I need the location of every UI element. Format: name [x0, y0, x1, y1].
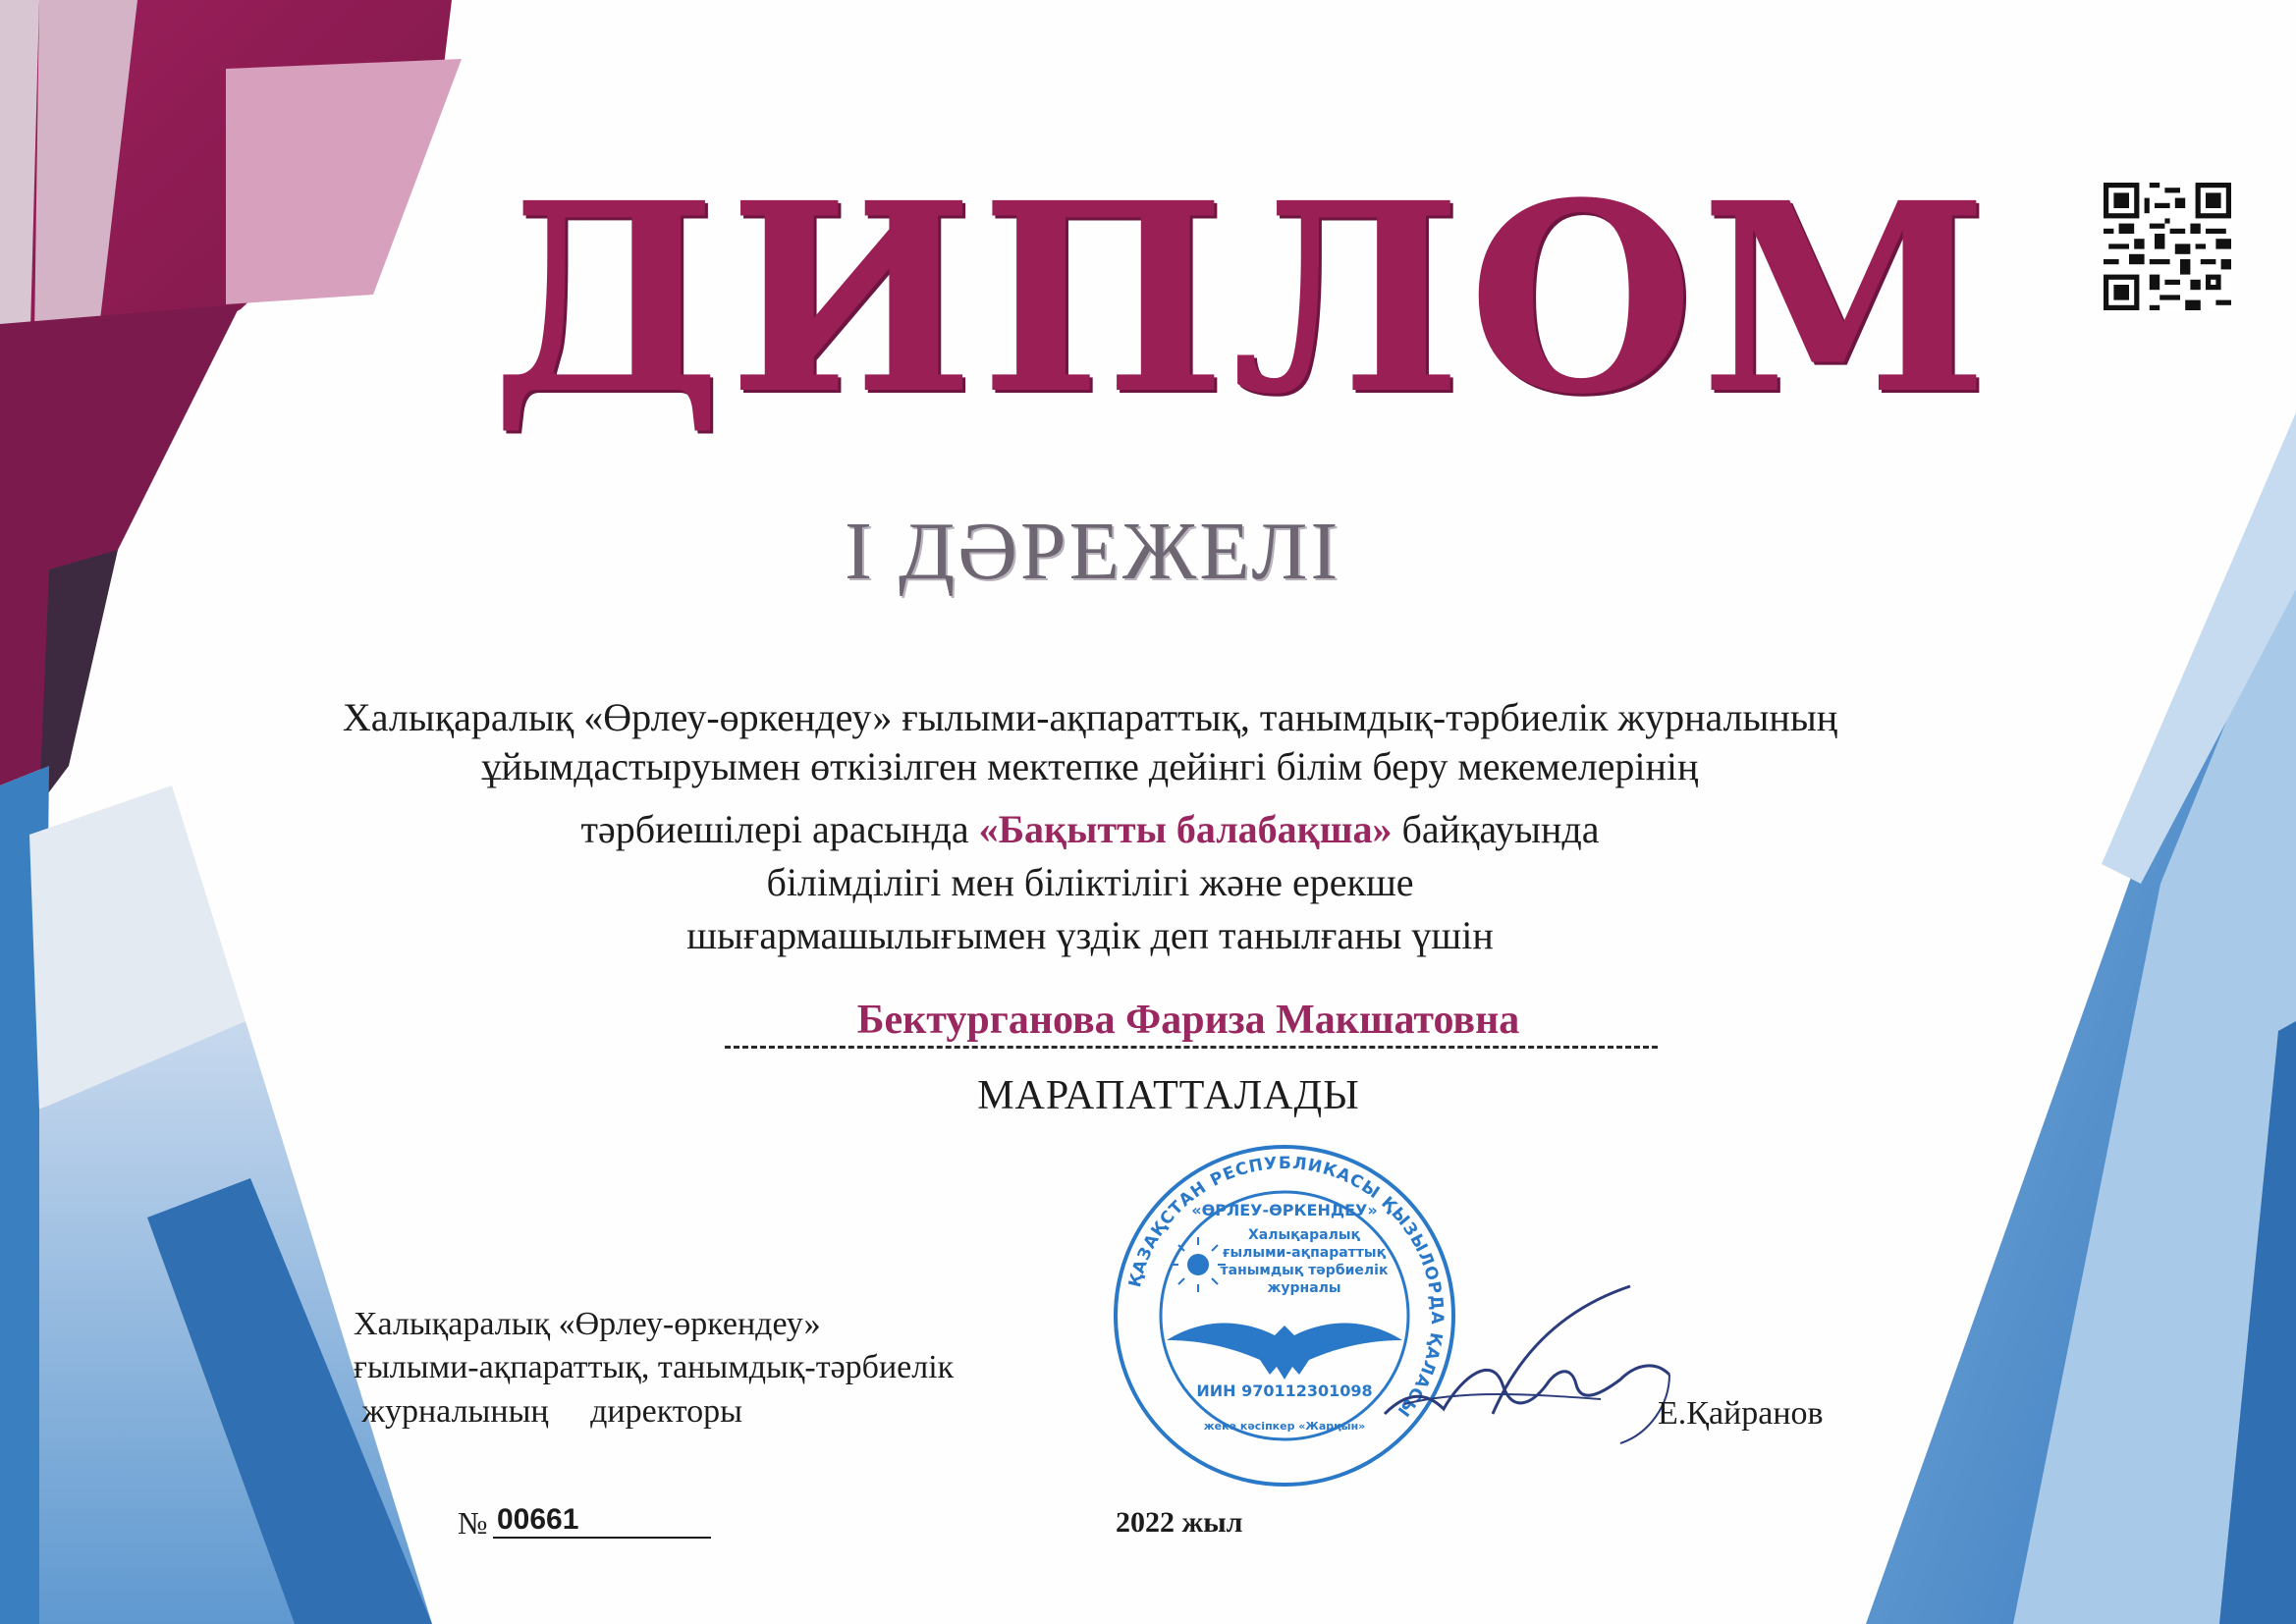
- director-line-3: журналының директоры: [354, 1393, 743, 1430]
- recipient-dashed-line: [725, 1044, 1658, 1049]
- stamp-line-4: журналы: [1267, 1280, 1341, 1296]
- body-line-5: шығармашылығымен үздік деп танылғаны үшін: [686, 913, 1494, 957]
- body-line-4: білімділігі мен біліктілігі және ерекше: [766, 860, 1414, 904]
- signature-mark: [1375, 1267, 1699, 1453]
- stamp-line-2: ғылыми-ақпараттық: [1222, 1245, 1387, 1261]
- stamp-ring-text: ҚАЗАҚСТАН РЕСПУБЛИКАСЫ ҚЫЗЫЛОРДА ҚАЛАСЫ: [1124, 1153, 1448, 1421]
- sun-icon: [1171, 1237, 1226, 1292]
- diploma-title: ДИПЛОМ: [491, 146, 1995, 452]
- body-line-1: Халықаралық «Өрлеу-өркендеу» ғылыми-ақпараттық, танымдық-тәрбиелік журналының: [342, 695, 1838, 739]
- body-line-3-start: тәрбиешілері арасында: [580, 807, 979, 851]
- diploma-number: 00661: [493, 1503, 711, 1539]
- stamp-top-name: «ӨРЛЕУ-ӨРКЕНДЕУ»: [1191, 1201, 1378, 1219]
- qr-code-icon[interactable]: [2104, 183, 2231, 310]
- eagle-icon: [1167, 1324, 1402, 1380]
- degree-label: I ДӘРЕЖЕЛІ: [845, 506, 1341, 597]
- director-line-2: ғылыми-ақпараттық, танымдық-тәрбиелік: [354, 1349, 955, 1385]
- dark-strip: [39, 550, 118, 805]
- recipient-name: Бектурганова Фариза Макшатовна: [856, 998, 1520, 1043]
- body-line-2: ұйымдастыруымен өткізілген мектепке дейінгі білім беру мекемелерінің: [481, 744, 1699, 788]
- signer-name: Е.Қайранов: [1658, 1395, 1824, 1432]
- pink-triangle: [226, 59, 462, 304]
- award-text: МАРАПАТТАЛАДЫ: [977, 1073, 1360, 1118]
- stamp-bottom-text: жеке кәсіпкер «Жарқын»: [1203, 1420, 1366, 1433]
- body-line-3-end: байқауында: [1392, 807, 1600, 851]
- stamp-iin: ИИН 970112301098: [1196, 1381, 1373, 1400]
- stamp-line-1: Халықаралық: [1248, 1227, 1360, 1243]
- director-line-1: Халықаралық «Өрлеу-өркендеу»: [354, 1306, 821, 1342]
- number-label: №: [458, 1505, 488, 1541]
- body-line-3: [157, 807, 2023, 852]
- contest-name: «Бақытты балабақша»: [978, 807, 1393, 851]
- year-label: 2022 жыл: [1116, 1506, 1243, 1539]
- stamp-line-3: танымдық тәрбиелік: [1220, 1263, 1389, 1278]
